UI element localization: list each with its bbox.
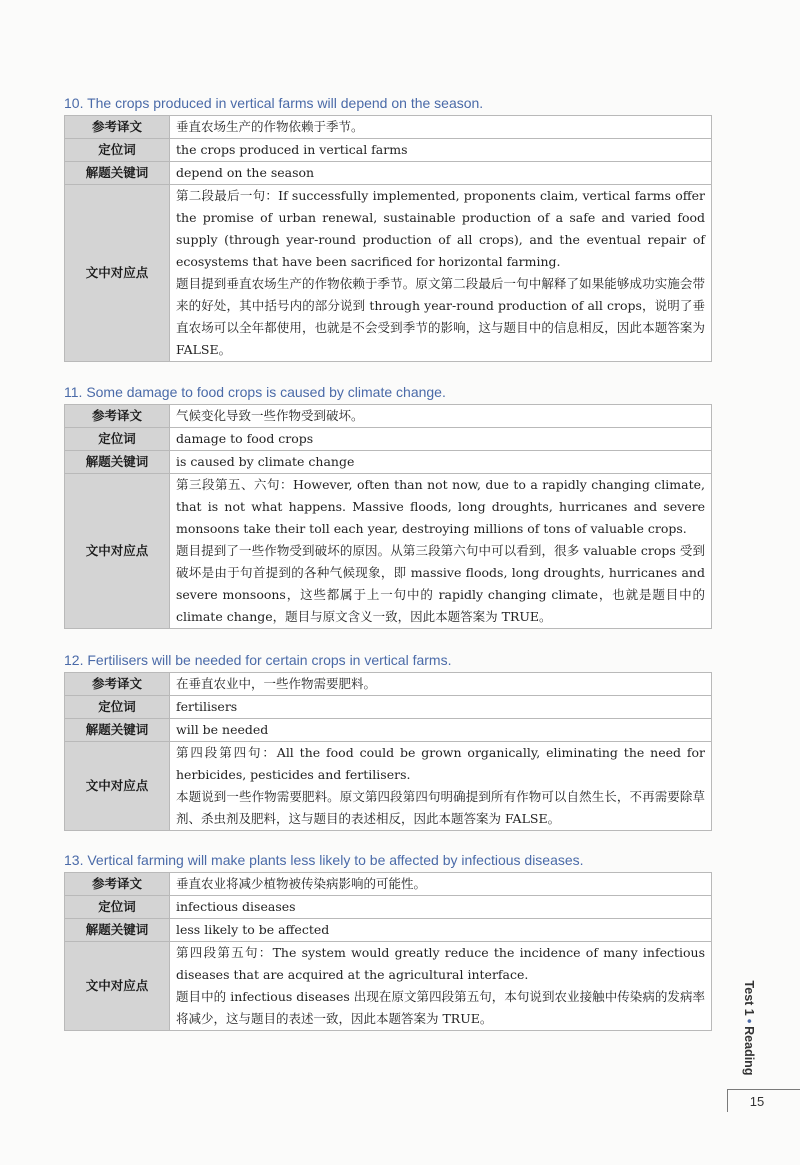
row-value: 在垂直农业中，一些作物需要肥料。 bbox=[170, 673, 712, 696]
answer-table bbox=[64, 872, 712, 1031]
explanation: 题目提到垂直农场生产的作物依赖于季节。原文第二段最后一句中解释了如果能够成功实施会带来的好处，其中括号内的部分说到 through year-round production of all crops，说明了垂直农场可以全年都使用，也就是不会受到季节的影响，这与题目中的信息相反，因此本题答案为 FALSE。 bbox=[176, 276, 705, 357]
table-row bbox=[65, 673, 712, 696]
row-value: will be needed bbox=[170, 719, 712, 742]
side-tab-separator: • bbox=[742, 1018, 756, 1023]
row-value: less likely to be affected bbox=[170, 919, 712, 942]
table-row bbox=[65, 162, 712, 185]
section-side-tab bbox=[734, 970, 764, 1085]
table-row bbox=[65, 428, 712, 451]
row-value bbox=[170, 942, 712, 1031]
passage-quote: 第三段第五、六句：However, often than not now, due to a rapidly changing climate, that is not what happens. Massive floods, long droughts, hurricanes and severe monsoons take their toll each year, destroying millions of tons of valuable crops. bbox=[176, 477, 705, 536]
row-value bbox=[170, 185, 712, 362]
row-label: 文中对应点 bbox=[65, 942, 170, 1031]
answer-table bbox=[64, 404, 712, 629]
table-row bbox=[65, 873, 712, 896]
passage-quote: 第四段第五句：The system would greatly reduce the incidence of many infectious diseases that are acquired at the agricultural interface. bbox=[176, 945, 705, 982]
table-row bbox=[65, 451, 712, 474]
table-row bbox=[65, 919, 712, 942]
table-row bbox=[65, 116, 712, 139]
row-label: 文中对应点 bbox=[65, 474, 170, 629]
explanation: 本题说到一些作物需要肥料。原文第四段第四句明确提到所有作物可以自然生长，不再需要除草剂、杀虫剂及肥料，这与题目的表述相反，因此本题答案为 FALSE。 bbox=[176, 789, 705, 826]
row-value: the crops produced in vertical farms bbox=[170, 139, 712, 162]
question-title: 11. Some damage to food crops is caused by climate change. bbox=[64, 384, 446, 400]
row-value: 垂直农场生产的作物依赖于季节。 bbox=[170, 116, 712, 139]
row-value bbox=[170, 474, 712, 629]
answer-table bbox=[64, 672, 712, 831]
page-number: 15 bbox=[749, 1094, 765, 1109]
table-row bbox=[65, 474, 712, 629]
table-row bbox=[65, 942, 712, 1031]
row-value: is caused by climate change bbox=[170, 451, 712, 474]
question-12-section bbox=[64, 650, 712, 831]
row-label: 定位词 bbox=[65, 139, 170, 162]
question-title: 13. Vertical farming will make plants less likely to be affected by infectious diseases. bbox=[64, 852, 584, 868]
row-label: 参考译文 bbox=[65, 673, 170, 696]
passage-quote: 第二段最后一句：If successfully implemented, proponents claim, vertical farms offer the promise of urban renewal, sustainable production of a safe and varied food supply (through year-round production of all crops), and the eventual repair of ecosystems that have been sacrificed for horizontal farming. bbox=[176, 188, 705, 269]
row-label: 文中对应点 bbox=[65, 742, 170, 831]
row-value: 气候变化导致一些作物受到破坏。 bbox=[170, 405, 712, 428]
row-label: 参考译文 bbox=[65, 116, 170, 139]
row-label: 参考译文 bbox=[65, 405, 170, 428]
table-row bbox=[65, 719, 712, 742]
row-label: 定位词 bbox=[65, 896, 170, 919]
row-value: depend on the season bbox=[170, 162, 712, 185]
row-value: infectious diseases bbox=[170, 896, 712, 919]
table-row bbox=[65, 896, 712, 919]
table-row bbox=[65, 696, 712, 719]
row-label: 参考译文 bbox=[65, 873, 170, 896]
question-11-section bbox=[64, 382, 712, 629]
side-tab-test: Test 1 bbox=[742, 980, 756, 1016]
question-13-section bbox=[64, 850, 712, 1031]
answer-table bbox=[64, 115, 712, 362]
row-label: 解题关键词 bbox=[65, 719, 170, 742]
table-row bbox=[65, 139, 712, 162]
row-label: 解题关键词 bbox=[65, 451, 170, 474]
question-title: 10. The crops produced in vertical farms will depend on the season. bbox=[64, 95, 484, 111]
row-label: 定位词 bbox=[65, 428, 170, 451]
question-title: 12. Fertilisers will be needed for certain crops in vertical farms. bbox=[64, 652, 452, 668]
side-tab-section: Reading bbox=[742, 1025, 756, 1075]
row-label: 解题关键词 bbox=[65, 919, 170, 942]
explanation: 题目中的 infectious diseases 出现在原文第四段第五句，本句说到农业接触中传染病的发病率将减少，这与题目的表述一致，因此本题答案为 TRUE。 bbox=[176, 989, 705, 1026]
question-10-section bbox=[64, 93, 712, 362]
table-row bbox=[65, 405, 712, 428]
row-label: 文中对应点 bbox=[65, 185, 170, 362]
row-label: 定位词 bbox=[65, 696, 170, 719]
row-label: 解题关键词 bbox=[65, 162, 170, 185]
page-number-divider bbox=[727, 1090, 728, 1112]
explanation: 题目提到了一些作物受到破坏的原因。从第三段第六句中可以看到，很多 valuable crops 受到破坏是由于句首提到的各种气候现象，即 massive floods, long droughts, hurricanes and severe monsoons，这些都属于上一句中的 rapidly changing climate，也就是题目中的 climate change，题目与原文含义一致，因此本题答案为 TRUE。 bbox=[176, 543, 705, 624]
table-row bbox=[65, 742, 712, 831]
side-tab-label bbox=[742, 980, 756, 1075]
table-row bbox=[65, 185, 712, 362]
footer-rule bbox=[727, 1089, 800, 1090]
row-value: damage to food crops bbox=[170, 428, 712, 451]
row-value: 垂直农业将减少植物被传染病影响的可能性。 bbox=[170, 873, 712, 896]
row-value: fertilisers bbox=[170, 696, 712, 719]
passage-quote: 第四段第四句：All the food could be grown organically, eliminating the need for herbicides, pesticides and fertilisers. bbox=[176, 745, 705, 782]
row-value bbox=[170, 742, 712, 831]
